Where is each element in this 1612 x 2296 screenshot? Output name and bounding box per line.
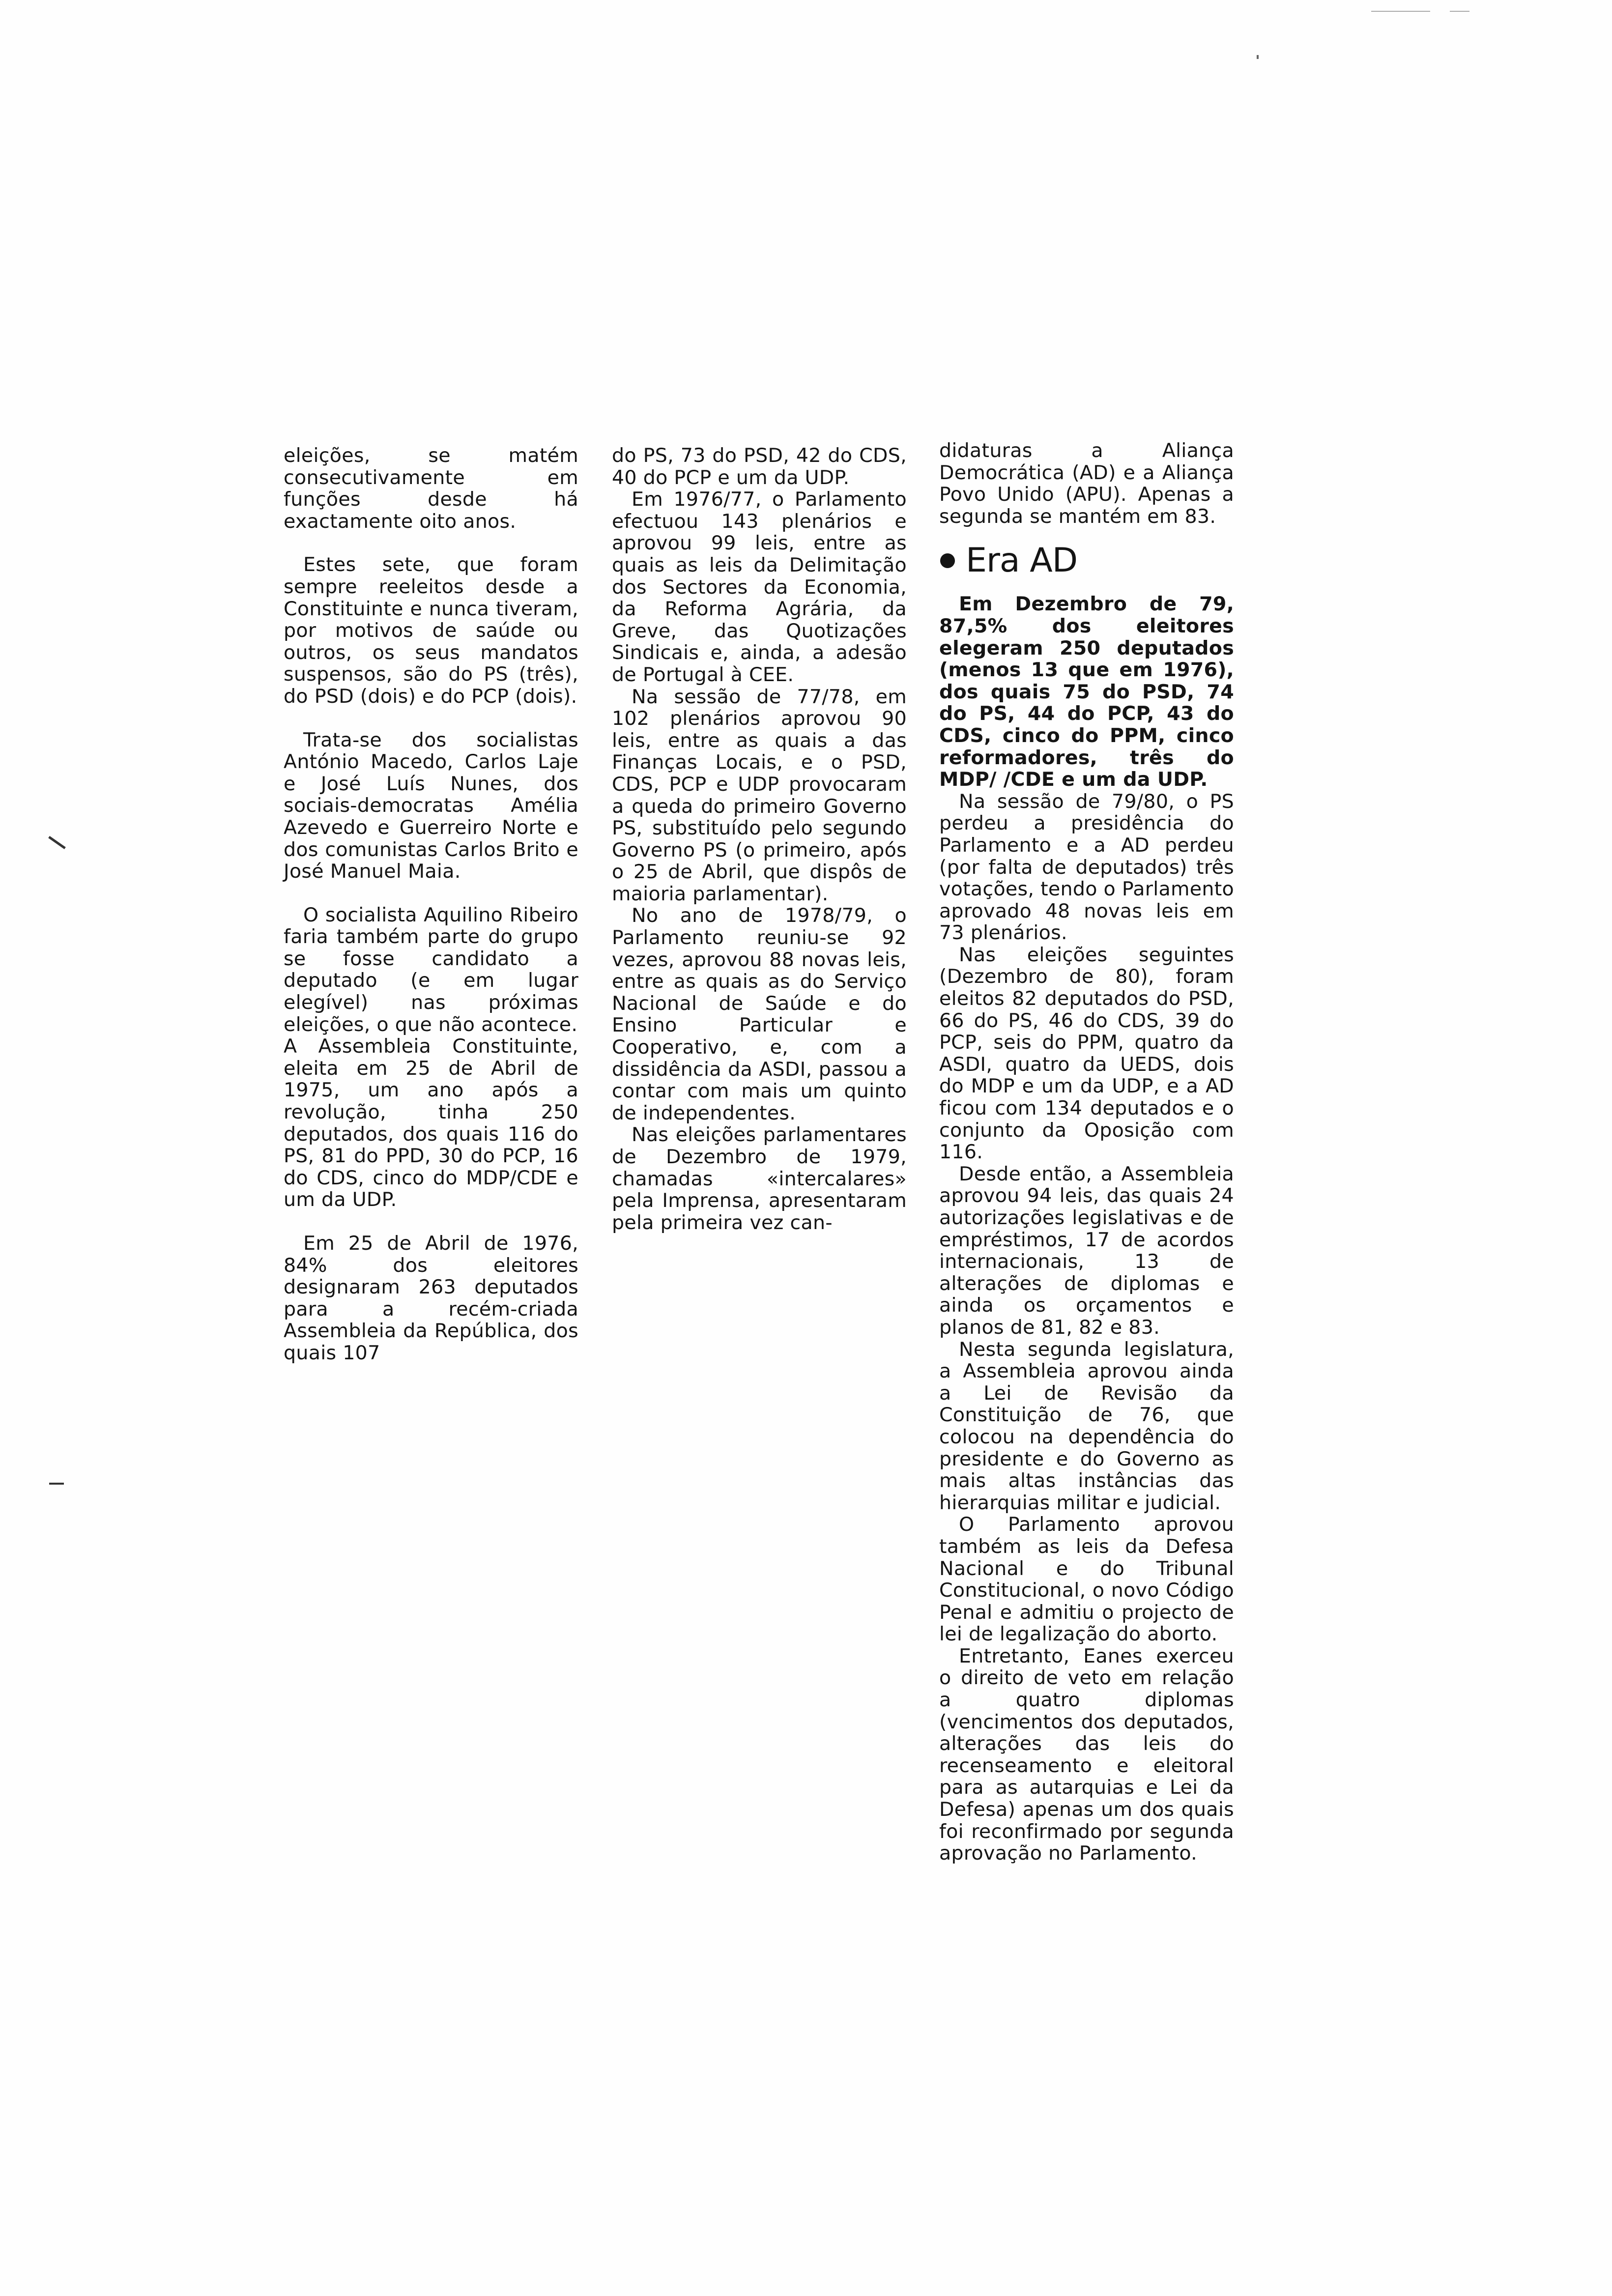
scan-mark-dot (1257, 55, 1259, 59)
column3-paragraph-3: Na sessão de 79/80, o PS perdeu a presidência do Parlamento e a AD perdeu (por falta de deputados) três votações, tendo o Parlamento aprovado 48 novas leis em 73 plenários. (939, 790, 1234, 945)
column2-paragraph-3: Na sessão de 77/78, em 102 plenários aprovou 90 leis, entre as quais a das Finanças Locais, e o PSD, CDS, PCP e UDP provocaram a queda do primeiro Governo PS, substituído pelo segundo Governo PS (o primeiro, após o 25 de Abril, que dispôs de maioria parlamentar). (612, 685, 907, 905)
column1-paragraph-6: Em 25 de Abril de 1976, 84% dos eleitores designaram 263 deputados para a recém-criada Assembleia da República, dos quais 107 (284, 1232, 578, 1364)
column3-paragraph-2: Em Dezembro de 79, 87,5% dos eleitores elegeram 250 deputados (menos 13 que em 1976), dos quais 75 do PSD, 74 do PS, 44 do PCP, 43 do CDS, cinco do PPM, cinco reformadores, três do MDP/ /CDE e um da UDP. (939, 593, 1234, 791)
article-column-2 (612, 445, 907, 1234)
column2-paragraph-4: No ano de 1978/79, o Parlamento reuniu-se 92 vezes, aprovou 88 novas leis, entre as quais as do Serviço Nacional de Saúde e do Ensino Particular e Cooperativo, e, com a dissidência da ASDI, passou a contar com mais um quinto de independentes. (612, 904, 907, 1124)
column3-paragraph-4: Nas eleições seguintes (Dezembro de 80), foram eleitos 82 deputados do PSD, 66 do PS, 46 do CDS, 39 do PCP, seis do PPM, quatro da ASDI, quatro da UEDS, dois do MDP e um da UDP, e a AD ficou com 134 deputados e o conjunto da Oposição com 116. (939, 943, 1234, 1164)
section-heading (939, 541, 1234, 580)
column3-paragraph-1: didaturas a Aliança Democrática (AD) e a Aliança Povo Unido (APU). Apenas a segunda se mantém em 83. (939, 439, 1234, 528)
column1-paragraph-5: A Assembleia Constituinte, eleita em 25 de Abril de 1975, um ano após a revolução, tinha 250 deputados, dos quais 116 do PS, 81 do PPD, 30 do PCP, 16 do CDS, cinco do MDP/CDE e um da UDP. (284, 1035, 578, 1211)
column1-paragraph-4: O socialista Aquilino Ribeiro faria também parte do grupo se fosse candidato a deputado (e em lugar elegível) nas próximas eleições, o que não acontece. (284, 903, 578, 1036)
column1-paragraph-2: Estes sete, que foram sempre reeleitos desde a Constituinte e nunca tiveram, por motivos de saúde ou outros, os seus mandatos suspensos, são do PS (três), do PSD (dois) e do PCP (dois). (284, 553, 578, 708)
column2-paragraph-2: Em 1976/77, o Parlamento efectuou 143 plenários e aprovou 99 leis, entre as quais as leis da Delimitação dos Sectores da Economia, da Reforma Agrária, da Greve, das Quotizações Sindicais e, ainda, a adesão de Portugal à CEE. (612, 488, 907, 686)
column3-paragraph-8: Entretanto, Eanes exerceu o direito de veto em relação a quatro diplomas (vencimentos dos deputados, alterações das leis do recenseamento e eleitoral para as autarquias e Lei da Defesa) apenas um dos quais foi reconfirmado por segunda aprovação no Parlamento. (939, 1644, 1234, 1865)
column3-paragraph-6: Nesta segunda legislatura, a Assembleia aprovou ainda a Lei de Revisão da Constituição de 76, que colocou na dependência do presidente e do Governo as mais altas instâncias das hierarquias militar e judicial. (939, 1338, 1234, 1514)
column1-paragraph-1: eleições, se matém consecutivamente em funções desde há exactamente oito anos. (284, 444, 578, 533)
column1-paragraph-3: Trata-se dos socialistas António Macedo, Carlos Laje e José Luís Nunes, dos sociais-democratas Amélia Azevedo e Guerreiro Norte e dos comunistas Carlos Brito e José Manuel Maia. (284, 728, 578, 883)
bullet-icon (940, 553, 955, 568)
column2-paragraph-1: do PS, 73 do PSD, 42 do CDS, 40 do PCP e um da UDP. (612, 444, 907, 489)
article-column-3 (939, 440, 1234, 1865)
column3-paragraph-5: Desde então, a Assembleia aprovou 94 leis, das quais 24 autorizações legislativas e de empréstimos, 17 de acordos internacionais, 13 de alterações de diplomas e ainda os orçamentos e planos de 81, 82 e 83. (939, 1162, 1234, 1339)
scan-mark-top-right-2 (1450, 11, 1469, 12)
article-column-1 (284, 445, 578, 1364)
column3-paragraph-7: O Parlamento aprovou também as leis da Defesa Nacional e do Tribunal Constitucional, o novo Código Penal e admitiu o projecto de lei de legalização do aborto. (939, 1513, 1234, 1646)
section-heading-text: Era AD (966, 541, 1078, 580)
scan-mark-left-lower (49, 1483, 64, 1485)
scan-mark-left (48, 836, 66, 849)
column2-paragraph-5: Nas eleições parlamentares de Dezembro de 1979, chamadas «intercalares» pela Imprensa, apresentaram pela primeira vez can- (612, 1123, 907, 1234)
scan-mark-top-right (1371, 11, 1430, 12)
